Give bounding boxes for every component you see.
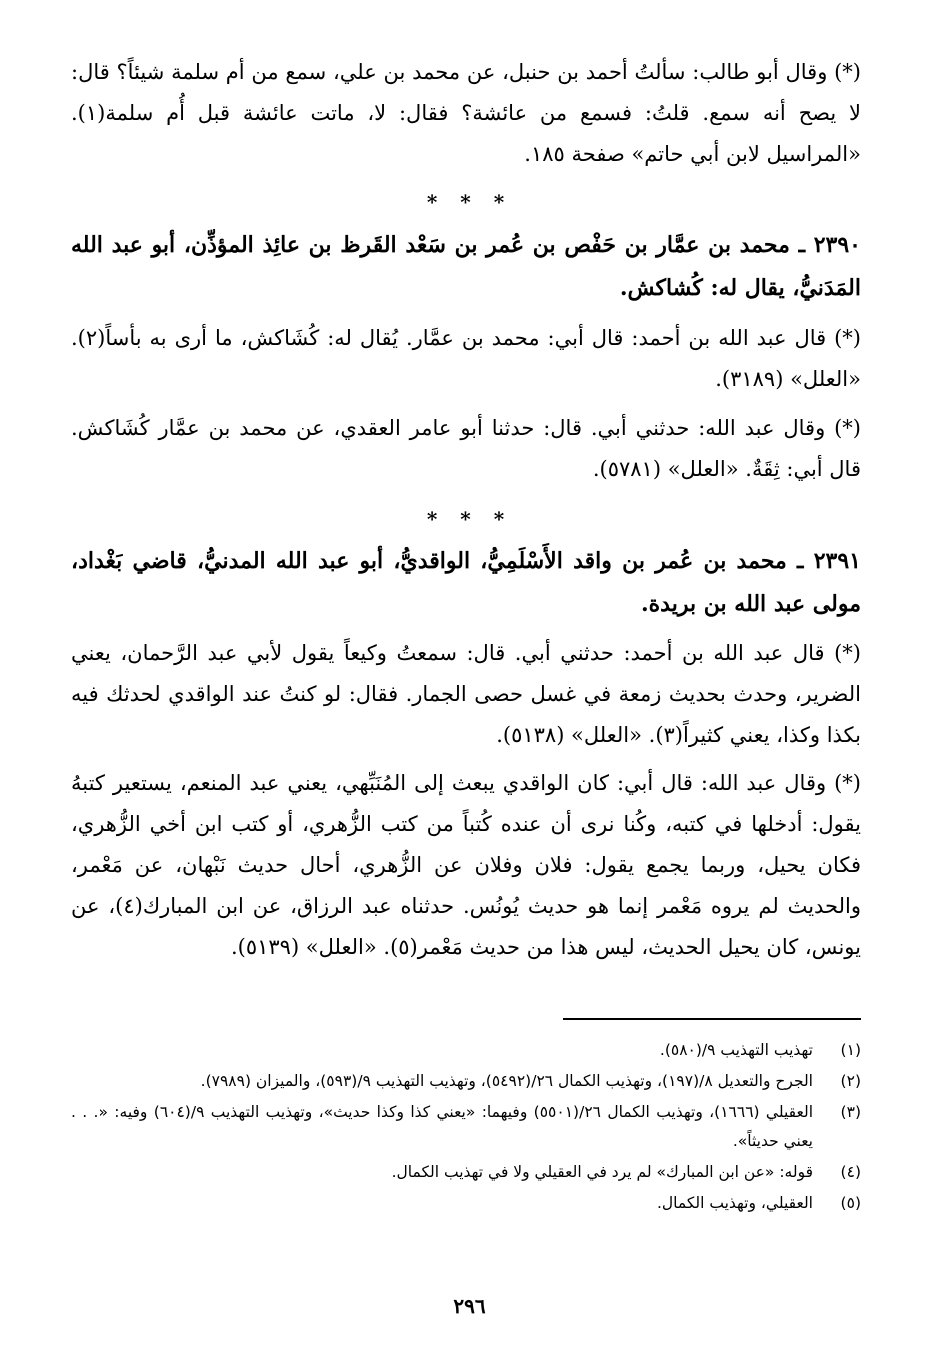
footnote-number: (٢) xyxy=(840,1072,861,1090)
footnote-text: العقيلي، وتهذيب الكمال. xyxy=(656,1194,813,1212)
paragraph-2390-b xyxy=(71,408,861,490)
footnote-number: (١) xyxy=(840,1041,861,1059)
footnote-text: العقيلي (١٦٦٦)، وتهذيب الكمال ٢٦/(٥٥٠١) وفيهما: «يعني كذا وكذا حديث»، وتهذيب التهذيب ٩/(٦٠٤) وفيه: «. . . يعني حديثاً». xyxy=(71,1103,813,1150)
section-separator: * * * xyxy=(426,507,513,531)
footnote-text: قوله: «عن ابن المبارك» لم يرد في العقيلي ولا في تهذيب الكمال. xyxy=(391,1163,813,1181)
paragraph-2391-a xyxy=(71,633,861,756)
body-paragraph: (*) قال عبد الله بن أحمد: حدثني أبي. قال: سمعتُ وكيعاً يقول لأبي عبد الرَّحمان، يعني الضرير، وحدث بحديث زمعة في غسل حصى الجمار. فقال: لو كنتُ عند الواقدي لحدثك فيه بكذا وكذا، يعني كثيراً(٣). «العلل» (٥١٣٨). xyxy=(71,641,861,747)
paragraph-abu-talib xyxy=(71,52,861,175)
body-paragraph: (*) وقال عبد الله: حدثني أبي. قال: حدثنا أبو عامر العقدي، عن محمد بن عمَّار كُشَاكش. قال أبي: ثِقَةٌ. «العلل» (٥٧٨١). xyxy=(71,416,861,481)
entry-heading-2390 xyxy=(71,224,861,310)
footnote-number: (٤) xyxy=(840,1163,861,1181)
section-separator: * * * xyxy=(426,190,513,214)
footnote-item xyxy=(71,1189,861,1218)
footnote-divider xyxy=(563,1018,861,1020)
body-paragraph: (*) وقال عبد الله: قال أبي: كان الواقدي يبعث إلى المُنَبِّهي، يعني عبد المنعم، يستعير كتبهُ يقول: أدخلها في كتبه، وكُنا نرى أن عنده كُتباً من كتب الزُّهري، أو كتب ابن أخي الزُّهري، فكان يحيل، وربما يجمع يقول: فلان وفلان عن الزُّهري، أحال حديث نَبْهان، عن مَعْمر، والحديث لم يروه مَعْمر إنما هو حديث يُونُس. حدثناه عبد الرزاق، عن ابن المبارك(٤)، عن يونس، كان يحيل الحديث، ليس هذا من حديث مَعْمر(٥). «العلل» (٥١٣٩). xyxy=(71,771,861,959)
footnotes xyxy=(71,1036,861,1220)
footnote-item xyxy=(71,1036,861,1065)
paragraph-2390-a xyxy=(71,318,861,400)
footnote-text: الجرح والتعديل ٨/(١٩٧)، وتهذيب الكمال ٢٦/(٥٤٩٢)، وتهذيب التهذيب ٩/(٥٩٣)، والميزان (٧٩٨٩). xyxy=(200,1072,813,1090)
body-paragraph: (*) وقال أبو طالب: سألتُ أحمد بن حنبل، عن محمد بن علي، سمع من أم سلمة شيئاً؟ قال: لا يصح أنه سمع. قلتُ: فسمع من عائشة؟ فقال: لا، ماتت عائشة قبل أُم سلمة(١). «المراسيل لابن أبي حاتم» صفحة ١٨٥. xyxy=(71,60,861,166)
body-paragraph: (*) قال عبد الله بن أحمد: قال أبي: محمد بن عمَّار. يُقال له: كُشَاكش، ما أرى به بأساً(٢). «العلل» (٣١٨٩). xyxy=(71,326,861,391)
paragraph-2391-b xyxy=(71,763,861,968)
footnote-number: (٣) xyxy=(840,1103,861,1121)
footnote-item xyxy=(71,1158,861,1187)
footnote-text: تهذيب التهذيب ٩/(٥٨٠). xyxy=(659,1041,813,1059)
entry-heading: ٢٣٩٠ ـ محمد بن عمَّار بن حَفْص بن عُمر بن سَعْد القَرظ بن عائِذ المؤذِّن، أبو عبد الله المَدَنيُّ، يقال له: كُشاكش. xyxy=(71,232,861,301)
page-number: ٢٩٦ xyxy=(453,1294,486,1318)
footnote-item xyxy=(71,1067,861,1096)
entry-heading: ٢٣٩١ ـ محمد بن عُمر بن واقد الأَسْلَمِيُّ، الواقديُّ، أبو عبد الله المدنيُّ، قاضي بَغْداد، مولى عبد الله بن بريدة. xyxy=(71,548,861,617)
entry-heading-2391 xyxy=(71,540,861,626)
footnote-item xyxy=(71,1098,861,1156)
footnote-number: (٥) xyxy=(840,1194,861,1212)
